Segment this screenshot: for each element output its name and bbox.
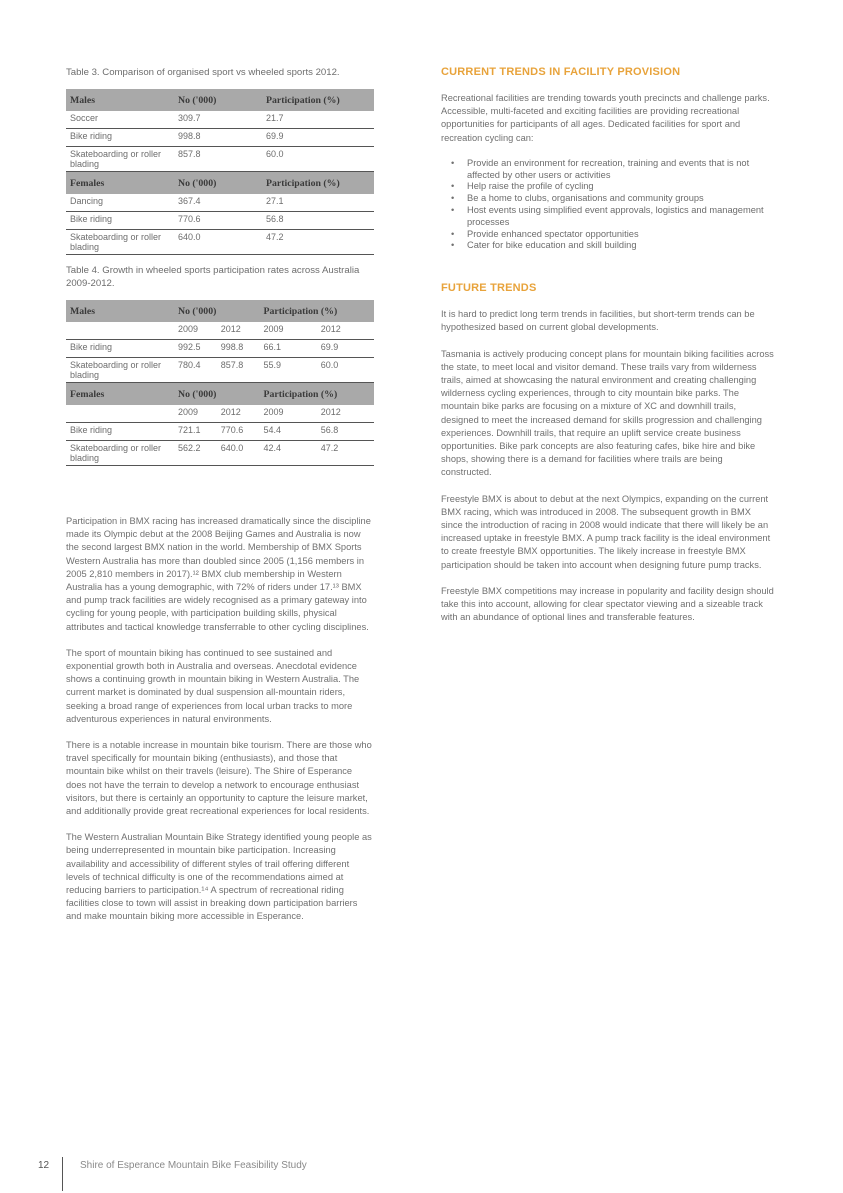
future-paragraph: Freestyle BMX competitions may increase in popularity and facility design should take this into account, allowing for clear spectator viewing and a sizeable track with an abundance of optional lines and transferable features. [441, 585, 774, 623]
table-row: Skateboarding or roller blading 562.2 640.0 42.4 47.2 [66, 441, 374, 466]
table4-males-header: Males No ('000) Participation (%) [66, 300, 374, 322]
table-row: Bike riding 992.5 998.8 66.1 69.9 [66, 340, 374, 358]
future-paragraph: Tasmania is actively producing concept plans for mountain biking facilities across the state, to meet local and visitor demand. These trails vary from wilderness trails, aimed at showcasing the natural environment and creating challenging wilderness cycling experiences, through to city mountain bike parks. The mountain bike parks are focusing on a mixture of XC and downhill trails, designed to meet the increased demand for skills progression and challenging experiences. Downhill trails, that require an uplift service create business opportunities. Bike park concepts are also featuring cafes, bike hire and bike shops, showing there is a demand for facilities where trails are being constructed. [441, 348, 774, 478]
footer-divider [62, 1157, 63, 1191]
future-trends-heading: FUTURE TRENDS [441, 282, 537, 295]
page-number: 12 [38, 1160, 50, 1171]
list-item: • Cater for bike education and skill building [441, 240, 775, 252]
table-row: Skateboarding or roller blading 780.4 857.8 55.9 60.0 [66, 358, 374, 383]
facility-bullets [441, 158, 775, 252]
future-paragraph: It is hard to predict long term trends in facilities, but short-term trends can be hypothesized based on current global developments. [441, 309, 755, 333]
right-column [441, 66, 775, 637]
mtb-tourism-paragraph: There is a notable increase in mountain bike tourism. There are those who travel specifically for mountain biking (enthusiasts), and those that mountain bike whilst on their travels (leisure). The Shire of Esperance does not have the terrain to develop a network to encourage enthusiast visitors, but there is certainly an opportunity to capture the leisure market, and additionally provide great recreational experiences for local residents. [66, 740, 372, 817]
table4-caption: Table 4. Growth in wheeled sports participation rates across Australia 2009-2012. [66, 265, 360, 289]
left-column [66, 66, 374, 937]
list-item: • Provide enhanced spectator opportunities [441, 229, 775, 241]
table3 [66, 89, 374, 255]
table4 [66, 300, 374, 466]
table3-males-header: Males No ('000) Participation (%) [66, 89, 374, 111]
table-row: Dancing 367.4 27.1 [66, 194, 374, 212]
wa-strategy-paragraph: The Western Australian Mountain Bike Strategy identified young people as being underrepresented in mountain bike participation. Increasing availability and accessibility of different styles of trail offering different levels of technical difficulty is one of the recommendations aimed at reducing barriers to participation.¹⁴ A spectrum of recreational riding facilities close to town will assist in breaking down participation barriers and make mountain biking more accessible in Esperance. [66, 832, 372, 922]
table4-years-row: 2009 2012 2009 2012 [66, 322, 374, 340]
table3-females-header: Females No ('000) Participation (%) [66, 172, 374, 195]
list-item: • Be a home to clubs, organisations and community groups [441, 193, 775, 205]
table-row: Skateboarding or roller blading 857.8 60.0 [66, 147, 374, 172]
current-trends-intro: Recreational facilities are trending towards youth precincts and challenge parks. Accessible, multi-faceted and exciting facilities are providing recreational opportunities for participants of all ages. Dedicated facilities for sport and recreation cycling can: [441, 93, 770, 143]
table3-caption: Table 3. Comparison of organised sport vs wheeled sports 2012. [66, 67, 340, 78]
bmx-paragraph: Participation in BMX racing has increased dramatically since the discipline made its Olympic debut at the 2008 Beijing Games and Australia is now the second largest BMX nation in the world. Membership of BMX Sports Western Australia has more than doubled since 2005 (1,156 members in 2005 2,810 members in 2017).¹² BMX club membership in Western Australia has a young demographic, with 72% of riders under 17.¹³ BMX and pump track facilities are widely recognised as a primary gateway into cycling for young people, with participation building skills, physical attributes and tactical knowledge transferrable to other cycling disciplines. [66, 516, 371, 632]
list-item: • Provide an environment for recreation, training and events that is not affected by other users or activities [441, 158, 775, 182]
mtb-growth-paragraph: The sport of mountain biking has continued to see sustained and exponential growth both in Australia and overseas. Anecdotal evidence shows a continuing growth in mountain biking in Western Australia. The current market is dominated by dual suspension all-mountain riders, seeking a broad range of experiences from local urban tracks to more adventurous experiences in natural environments. [66, 647, 360, 724]
footer-title: Shire of Esperance Mountain Bike Feasibility Study [80, 1160, 307, 1171]
table4-females-header: Females No ('000) Participation (%) [66, 383, 374, 406]
table4-years-row: 2009 2012 2009 2012 [66, 405, 374, 423]
current-trends-heading: CURRENT TRENDS IN FACILITY PROVISION [441, 66, 681, 78]
list-item: • Help raise the profile of cycling [441, 181, 775, 193]
table-row: Bike riding 770.6 56.8 [66, 212, 374, 230]
table-row: Skateboarding or roller blading 640.0 47.2 [66, 230, 374, 255]
table-row: Bike riding 721.1 770.6 54.4 56.8 [66, 423, 374, 441]
future-paragraph: Freestyle BMX is about to debut at the next Olympics, expanding on the current BMX racing, which was introduced in 2008. The subsequent growth in BMX since the introduction of racing in 2008 would indicate that there will likely be an increased uptake in freestyle BMX. A pump track facility is the ideal environment to create freestyle BMX opportunities. The likely increase in freestyle BMX participation should be taken into account when designing future pump tracks. [441, 493, 771, 570]
list-item: • Host events using simplified event approvals, logistics and management processes [441, 205, 775, 229]
table-row: Soccer 309.7 21.7 [66, 111, 374, 129]
table-row: Bike riding 998.8 69.9 [66, 129, 374, 147]
